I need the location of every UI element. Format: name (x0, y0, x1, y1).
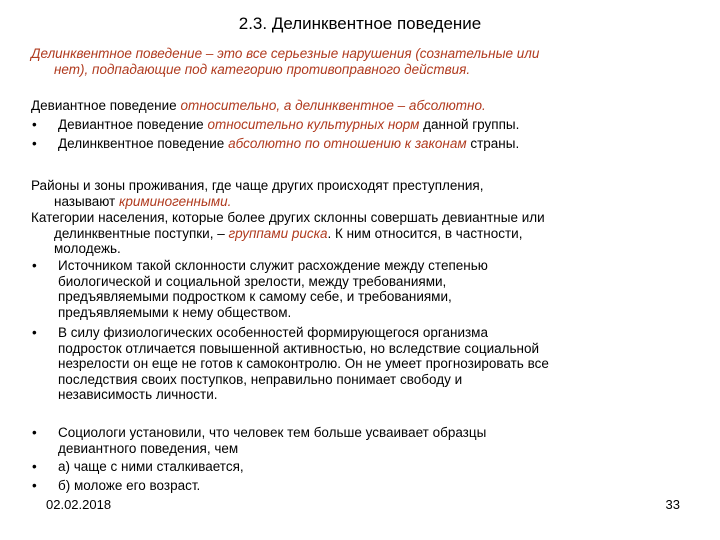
categories-text: делинквентные поступки, – (54, 225, 229, 241)
bullet-highlight: относительно культурных норм (207, 116, 420, 132)
comparison-bullet-delinquent (31, 136, 696, 152)
sociologists-line: Социологи установили, что человек тем больше усваивает образцы (58, 425, 487, 440)
bullet-marker: • (32, 459, 37, 474)
definition-line-1: Делинквентное поведение – это все серьезные нарушения (сознательные или (31, 46, 540, 61)
zones-highlight: криминогенными (119, 193, 228, 209)
sociologists-bullet-1 (31, 425, 696, 456)
reason-2-line: В силу физиологических особенностей формирующегося организма (58, 325, 488, 340)
reason-2-line: подросток отличается повышенной активностью, но вследствие социальной (58, 340, 540, 356)
comparison-block (31, 98, 696, 152)
definition-line-2: нет), подпадающие под категорию противоправного действия. (54, 62, 471, 77)
categories-paragraph (31, 210, 696, 257)
reason-bullet-1 (31, 258, 696, 320)
slide-number: 33 (665, 497, 680, 512)
bullet-text: Делинквентное поведение (58, 136, 229, 151)
categories-text-end: . К ним относится, в частности, (327, 225, 523, 241)
reason-2-line: последствия своих поступков, неправильно понимает свободу и (58, 371, 463, 387)
sociologists-line: б) моложе его возраст. (58, 477, 201, 493)
categories-line-3: молодежь. (54, 241, 121, 256)
slide-title: 2.3. Делинквентное поведение (238, 14, 482, 33)
footer-date: 02.02.2018 (46, 497, 112, 512)
bullet-text: Девиантное поведение (58, 116, 208, 132)
comparison-intro-highlight: относительно, а делинквентное – абсолютно (180, 98, 482, 113)
zones-line-2 (31, 194, 696, 210)
categories-line-2 (31, 226, 696, 242)
bullet-marker: • (32, 477, 37, 493)
bullet-highlight: абсолютно по отношению к законам (228, 136, 467, 151)
definition-paragraph (31, 46, 691, 78)
categories-highlight: группами риска (228, 225, 328, 241)
zones-end: . (227, 193, 232, 209)
reason-1-line: предъявляемыми подростком к самому себе, и требованиями, (58, 289, 452, 304)
comparison-bullet-deviant (31, 117, 696, 133)
zones-text: называют (54, 193, 119, 209)
bullet-marker: • (32, 136, 37, 151)
sociologists-bullet-3 (31, 478, 696, 494)
bullet-text-end: страны. (466, 136, 520, 151)
sociologists-line: а) чаще с ними сталкивается, (58, 459, 244, 474)
bullet-marker: • (32, 258, 37, 273)
reason-1-line: предъявляемыми к нему обществом. (58, 304, 292, 320)
zones-line-1: Районы и зоны проживания, где чаще других происходят преступления, (31, 178, 484, 193)
sociologists-block (31, 425, 696, 493)
bullet-marker: • (32, 116, 37, 132)
reason-bullet-body (31, 258, 696, 320)
comparison-intro (31, 98, 696, 114)
zones-paragraph (31, 178, 696, 209)
bullet-marker: • (32, 425, 37, 440)
reason-1-line: биологической и социальной зрелости, между требованиями, (58, 273, 447, 289)
reason-2-line: независимость личности. (58, 387, 218, 402)
categories-line-1: Категории населения, которые более других склонны совершать девиантные или (31, 210, 545, 225)
bullet-marker: • (32, 325, 37, 340)
reason-2-line: незрелости он еще не готов к самоконтролю. Он не умеет прогнозировать все (58, 356, 549, 371)
comparison-intro-end: . (481, 98, 486, 113)
sociologists-line: девиантного поведения, чем (58, 440, 239, 456)
reason-1-line: Источником такой склонности служит расхождение между степенью (58, 258, 488, 273)
reason-bullet-body (31, 325, 696, 403)
bullet-text-end: данной группы. (419, 116, 520, 132)
reason-bullet-2 (31, 325, 696, 403)
comparison-intro-text: Девиантное поведение (31, 98, 181, 113)
sociologists-bullet-2 (31, 459, 696, 475)
